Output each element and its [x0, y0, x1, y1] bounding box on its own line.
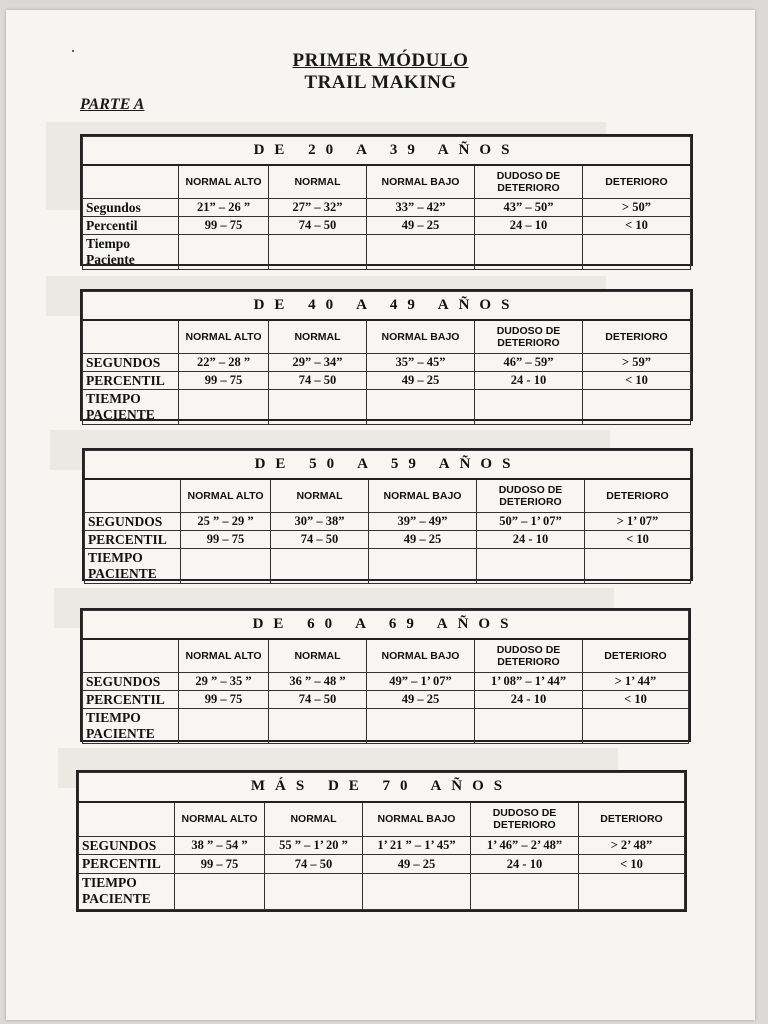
- corner-cell: [83, 320, 179, 354]
- column-header: NORMAL BAJO: [367, 165, 475, 199]
- tiempo-entry-cell: [585, 549, 691, 584]
- tiempo-entry-cell: [269, 235, 367, 270]
- percentil-value: < 10: [583, 372, 691, 390]
- column-header: NORMAL BAJO: [363, 802, 471, 837]
- table-heading: DE 60 A 69 AÑOS: [83, 611, 689, 640]
- segundos-value: 50” – 1’ 07”: [477, 513, 585, 531]
- row-label-tiempo-paciente: TIEMPO PACIENTE: [85, 549, 181, 584]
- row-label-tiempo-paciente: TIEMPO PACIENTE: [83, 709, 179, 744]
- segundos-value: > 1’ 44”: [583, 673, 689, 691]
- percentil-value: 99 – 75: [175, 855, 265, 874]
- segundos-value: > 50”: [583, 199, 691, 217]
- percentil-value: 24 - 10: [471, 855, 579, 874]
- segundos-value: > 1’ 07”: [585, 513, 691, 531]
- column-header: NORMAL ALTO: [179, 320, 269, 354]
- segundos-value: 25 ” – 29 ”: [181, 513, 271, 531]
- segundos-value: 30” – 38”: [271, 513, 369, 531]
- column-header: NORMAL ALTO: [175, 802, 265, 837]
- norm-table-40-49: [80, 289, 693, 421]
- percentil-value: 74 – 50: [265, 855, 363, 874]
- percentil-value: 74 – 50: [269, 691, 367, 709]
- corner-cell: [79, 802, 175, 837]
- tiempo-entry-cell: [471, 873, 579, 909]
- segundos-value: 22” – 28 ”: [179, 354, 269, 372]
- percentil-value: < 10: [579, 855, 685, 874]
- percentil-value: 99 – 75: [179, 691, 269, 709]
- table-heading: DE 40 A 49 AÑOS: [83, 292, 691, 321]
- tiempo-entry-cell: [475, 709, 583, 744]
- column-header: DETERIORO: [585, 479, 691, 513]
- tiempo-entry-cell: [269, 709, 367, 744]
- column-header: NORMAL: [269, 165, 367, 199]
- column-header: NORMAL BAJO: [367, 320, 475, 354]
- segundos-value: 46” – 59”: [475, 354, 583, 372]
- tiempo-entry-cell: [367, 235, 475, 270]
- segundos-value: 38 ” – 54 ”: [175, 836, 265, 855]
- percentil-value: 24 - 10: [477, 531, 585, 549]
- row-label-percentil: PERCENTIL: [83, 691, 179, 709]
- percentil-value: 49 – 25: [367, 372, 475, 390]
- percentil-value: 74 – 50: [269, 217, 367, 235]
- row-label-tiempo-paciente: TIEMPO PACIENTE: [83, 390, 179, 425]
- row-label-segundos: SEGUNDOS: [79, 836, 175, 855]
- tiempo-entry-cell: [269, 390, 367, 425]
- percentil-value: 74 – 50: [271, 531, 369, 549]
- row-label-percentil: PERCENTIL: [85, 531, 181, 549]
- row-label-segundos: SEGUNDOS: [85, 513, 181, 531]
- scanned-page: [6, 10, 755, 1020]
- tiempo-entry-cell: [583, 709, 689, 744]
- tiempo-entry-cell: [363, 873, 471, 909]
- table-heading: DE 50 A 59 AÑOS: [85, 451, 691, 480]
- norm-table-20-39: [80, 134, 693, 266]
- column-header: DETERIORO: [583, 639, 689, 673]
- tiempo-entry-cell: [367, 709, 475, 744]
- tiempo-entry-cell: [367, 390, 475, 425]
- tiempo-entry-cell: [179, 235, 269, 270]
- segundos-value: 29” – 34”: [269, 354, 367, 372]
- column-header: NORMAL ALTO: [179, 639, 269, 673]
- column-header: NORMAL BAJO: [369, 479, 477, 513]
- column-header: DUDOSO DE DETERIORO: [471, 802, 579, 837]
- column-header: NORMAL ALTO: [181, 479, 271, 513]
- table-heading: MÁS DE 70 AÑOS: [79, 773, 685, 802]
- column-header: DETERIORO: [579, 802, 685, 837]
- percentil-value: 49 – 25: [367, 217, 475, 235]
- segundos-value: 36 ” – 48 ”: [269, 673, 367, 691]
- segundos-value: 29 ” – 35 ”: [179, 673, 269, 691]
- tiempo-entry-cell: [583, 390, 691, 425]
- column-header: NORMAL BAJO: [367, 639, 475, 673]
- tiempo-entry-cell: [579, 873, 685, 909]
- segundos-value: 35” – 45”: [367, 354, 475, 372]
- column-header: DUDOSO DE DETERIORO: [477, 479, 585, 513]
- column-header: NORMAL ALTO: [179, 165, 269, 199]
- segundos-value: 39” – 49”: [369, 513, 477, 531]
- segundos-value: 33” – 42”: [367, 199, 475, 217]
- row-label-segundos: SEGUNDOS: [83, 673, 179, 691]
- document-subtitle: TRAIL MAKING: [304, 72, 457, 93]
- percentil-value: 24 - 10: [475, 372, 583, 390]
- row-label-percentil: PERCENTIL: [79, 855, 175, 874]
- column-header: DETERIORO: [583, 320, 691, 354]
- norm-table-60-69: [80, 608, 691, 742]
- column-header: DUDOSO DE DETERIORO: [475, 639, 583, 673]
- row-label-tiempo-paciente: Tiempo Paciente: [83, 235, 179, 270]
- percentil-value: < 10: [585, 531, 691, 549]
- percentil-value: 49 – 25: [367, 691, 475, 709]
- percentil-value: < 10: [583, 691, 689, 709]
- corner-cell: [83, 165, 179, 199]
- tiempo-entry-cell: [583, 235, 691, 270]
- tiempo-entry-cell: [271, 549, 369, 584]
- segundos-value: 49” – 1’ 07”: [367, 673, 475, 691]
- percentil-value: 24 – 10: [475, 217, 583, 235]
- segundos-value: > 2’ 48”: [579, 836, 685, 855]
- segundos-value: 43” – 50”: [475, 199, 583, 217]
- column-header: DUDOSO DE DETERIORO: [475, 320, 583, 354]
- row-label-segundos: SEGUNDOS: [83, 354, 179, 372]
- segundos-value: 1’ 21 ” – 1’ 45”: [363, 836, 471, 855]
- corner-cell: [85, 479, 181, 513]
- row-label-percentil: PERCENTIL: [83, 372, 179, 390]
- norm-table-50-59: [82, 448, 693, 581]
- tiempo-entry-cell: [175, 873, 265, 909]
- tiempo-entry-cell: [477, 549, 585, 584]
- segundos-value: > 59”: [583, 354, 691, 372]
- percentil-value: 24 - 10: [475, 691, 583, 709]
- percentil-value: 49 – 25: [369, 531, 477, 549]
- percentil-value: 99 – 75: [181, 531, 271, 549]
- percentil-value: 74 – 50: [269, 372, 367, 390]
- column-header: NORMAL: [271, 479, 369, 513]
- column-header: NORMAL: [265, 802, 363, 837]
- segundos-value: 1’ 08” – 1’ 44”: [475, 673, 583, 691]
- segundos-value: 21” – 26 ”: [179, 199, 269, 217]
- tiempo-entry-cell: [179, 390, 269, 425]
- row-label-tiempo-paciente: TIEMPO PACIENTE: [79, 873, 175, 909]
- tiempo-entry-cell: [179, 709, 269, 744]
- tiempo-entry-cell: [369, 549, 477, 584]
- tiempo-entry-cell: [265, 873, 363, 909]
- percentil-value: 49 – 25: [363, 855, 471, 874]
- table-heading: DE 20 A 39 AÑOS: [83, 137, 691, 166]
- percentil-value: 99 – 75: [179, 217, 269, 235]
- column-header: NORMAL: [269, 320, 367, 354]
- row-label-percentil: Percentil: [83, 217, 179, 235]
- column-header: DUDOSO DE DETERIORO: [475, 165, 583, 199]
- section-label: PARTE A: [80, 96, 145, 113]
- row-label-segundos: Segundos: [83, 199, 179, 217]
- segundos-value: 27” – 32”: [269, 199, 367, 217]
- percentil-value: 99 – 75: [179, 372, 269, 390]
- segundos-value: 55 ” – 1’ 20 ”: [265, 836, 363, 855]
- document-title: PRIMER MÓDULO: [292, 50, 469, 71]
- segundos-value: 1’ 46” – 2’ 48”: [471, 836, 579, 855]
- tiempo-entry-cell: [475, 390, 583, 425]
- column-header: DETERIORO: [583, 165, 691, 199]
- tiempo-entry-cell: [475, 235, 583, 270]
- column-header: NORMAL: [269, 639, 367, 673]
- corner-cell: [83, 639, 179, 673]
- percentil-value: < 10: [583, 217, 691, 235]
- norm-table-70-plus: [76, 770, 687, 912]
- tiempo-entry-cell: [181, 549, 271, 584]
